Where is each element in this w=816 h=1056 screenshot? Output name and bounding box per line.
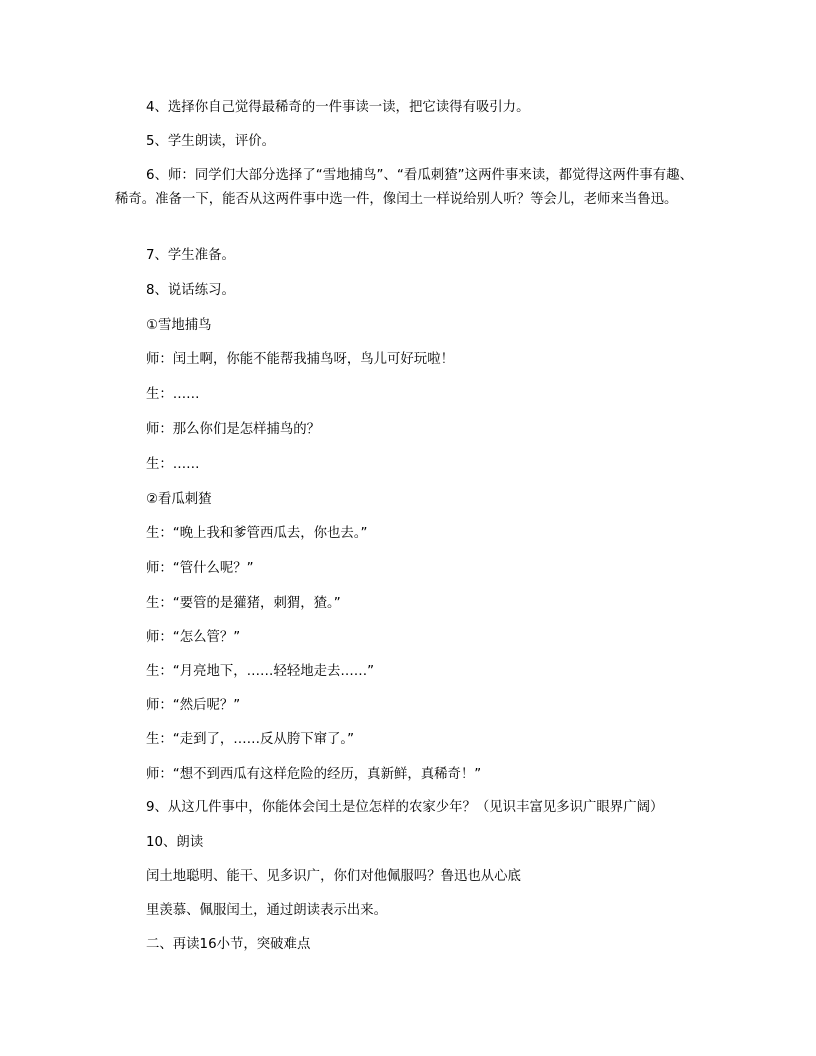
paragraph-step-7: 7、学生准备。	[146, 248, 235, 263]
dialogue-line: 生：“晚上我和爹管西瓜去，你也去。”	[146, 526, 368, 541]
dialogue-line: 生：……	[146, 387, 200, 402]
paragraph-step-6: 6、师：同学们大部分选择了“雪地捕鸟”、“看瓜刺猹”这两件事来读，都觉得这两件事有趣、稀奇。准备一下，能否从这两件事中选一件，像闰土一样说给别人听？等会儿，老师来当鲁迅。	[115, 168, 693, 207]
paragraph-step-9: 9、从这几件事中，你能体会闰土是位怎样的农家少年？（见识丰富见多识广眼界广阔）	[146, 800, 664, 815]
paragraph-step-4: 4、选择你自己觉得最稀奇的一件事读一读，把它读得有吸引力。	[146, 100, 530, 115]
subheading-watch-melon: ②看瓜刺猹	[146, 492, 212, 507]
dialogue-line: 师：“想不到西瓜有这样危险的经历，真新鲜，真稀奇！”	[146, 767, 482, 782]
paragraph-step-10: 10、朗读	[146, 835, 204, 850]
paragraph-step-8: 8、说话练习。	[146, 283, 235, 298]
section-heading: 二、再读16小节，突破难点	[146, 937, 311, 952]
paragraph-text: 闰土地聪明、能干、见多识广，你们对他佩服吗？鲁迅也从心底	[146, 869, 521, 884]
subheading-snow-bird: ①雪地捕鸟	[146, 318, 212, 333]
dialogue-line: 生：“走到了，……反从胯下窜了。”	[146, 732, 355, 747]
dialogue-line: 生：……	[146, 457, 200, 472]
dialogue-line: 师：那么你们是怎样捕鸟的？	[146, 422, 321, 437]
dialogue-line: 师：“管什么呢？”	[146, 561, 254, 576]
dialogue-line: 生：“要管的是獾猪，刺猬，猹。”	[146, 596, 341, 611]
paragraph-step-5: 5、学生朗读，评价。	[146, 134, 276, 149]
dialogue-line: 师：闰土啊，你能不能帮我捕鸟呀，鸟儿可好玩啦！	[146, 352, 454, 367]
dialogue-line: 师：“怎么管？”	[146, 630, 241, 645]
paragraph-text: 里羡慕、佩服闰土，通过朗读表示出来。	[146, 903, 388, 918]
dialogue-line: 师：“然后呢？”	[146, 698, 241, 713]
dialogue-line: 生：“月亮地下，……轻轻地走去……”	[146, 664, 375, 679]
